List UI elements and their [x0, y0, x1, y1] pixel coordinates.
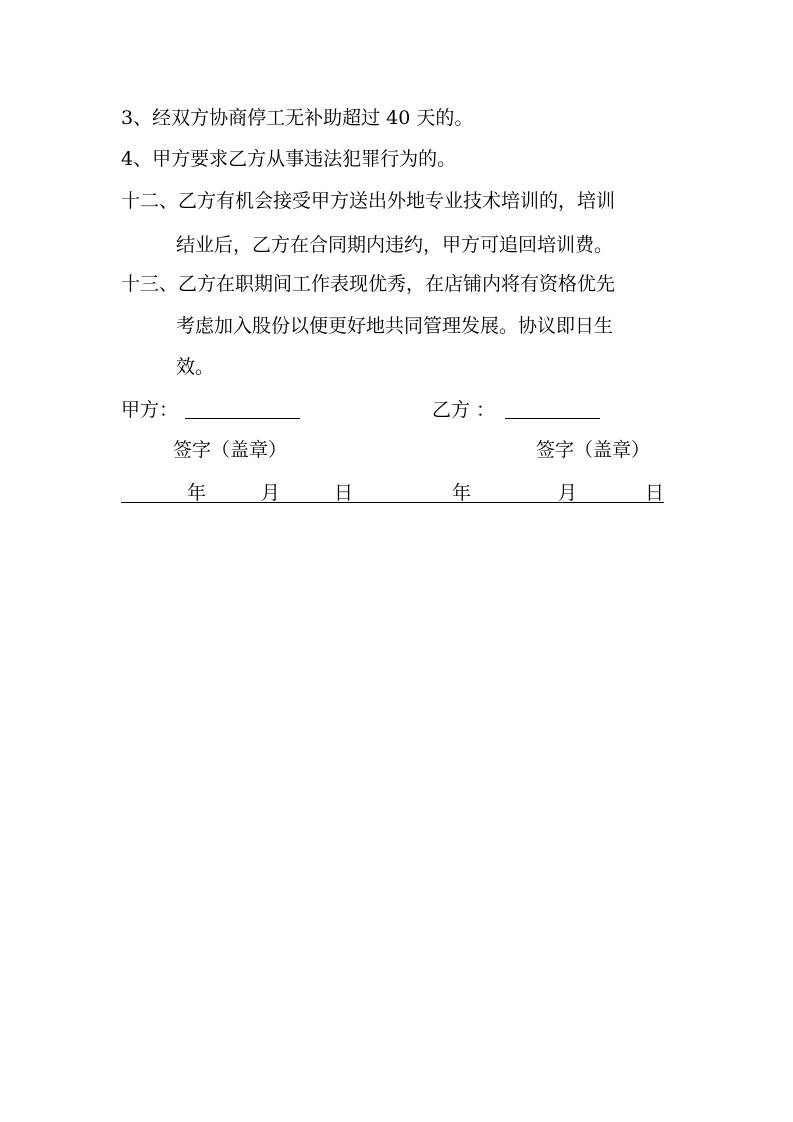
party-a-date-month: 月: [261, 482, 281, 504]
party-b-signature-line: [505, 418, 600, 419]
party-b-date-month: 月: [558, 482, 578, 504]
party-b-date-year: 年: [452, 482, 472, 504]
party-a-sign-note: 签字（盖章）: [173, 439, 288, 461]
clause-item-3: 3、经双方协商停工无补助超过 40 天的。: [121, 107, 474, 129]
clause-item-4: 4、甲方要求乙方从事违法犯罪行为的。: [121, 148, 457, 170]
clause-13-line-2: 考虑加入股份以便更好地共同管理发展。协议即日生: [176, 315, 614, 337]
party-b-sign-note: 签字（盖章）: [536, 439, 651, 461]
party-a-date-year: 年: [187, 482, 207, 504]
clause-12-line-1: 十二、乙方有机会接受甲方送出外地专业技术培训的，培训: [121, 190, 616, 212]
party-a-date-day: 日: [334, 482, 354, 504]
clause-13-line-1: 十三、乙方在职期间工作表现优秀，在店铺内将有资格优先: [121, 273, 616, 295]
party-a-label: 甲方：: [121, 399, 179, 421]
party-a-signature-line: [185, 418, 300, 419]
date-underline: [121, 502, 664, 503]
clause-13-line-3: 效。: [176, 356, 215, 378]
party-b-date-day: 日: [645, 482, 665, 504]
party-b-label: 乙方 ：: [432, 399, 496, 421]
clause-12-line-2: 结业后，乙方在合同期内违约，甲方可追回培训费。: [176, 234, 614, 256]
